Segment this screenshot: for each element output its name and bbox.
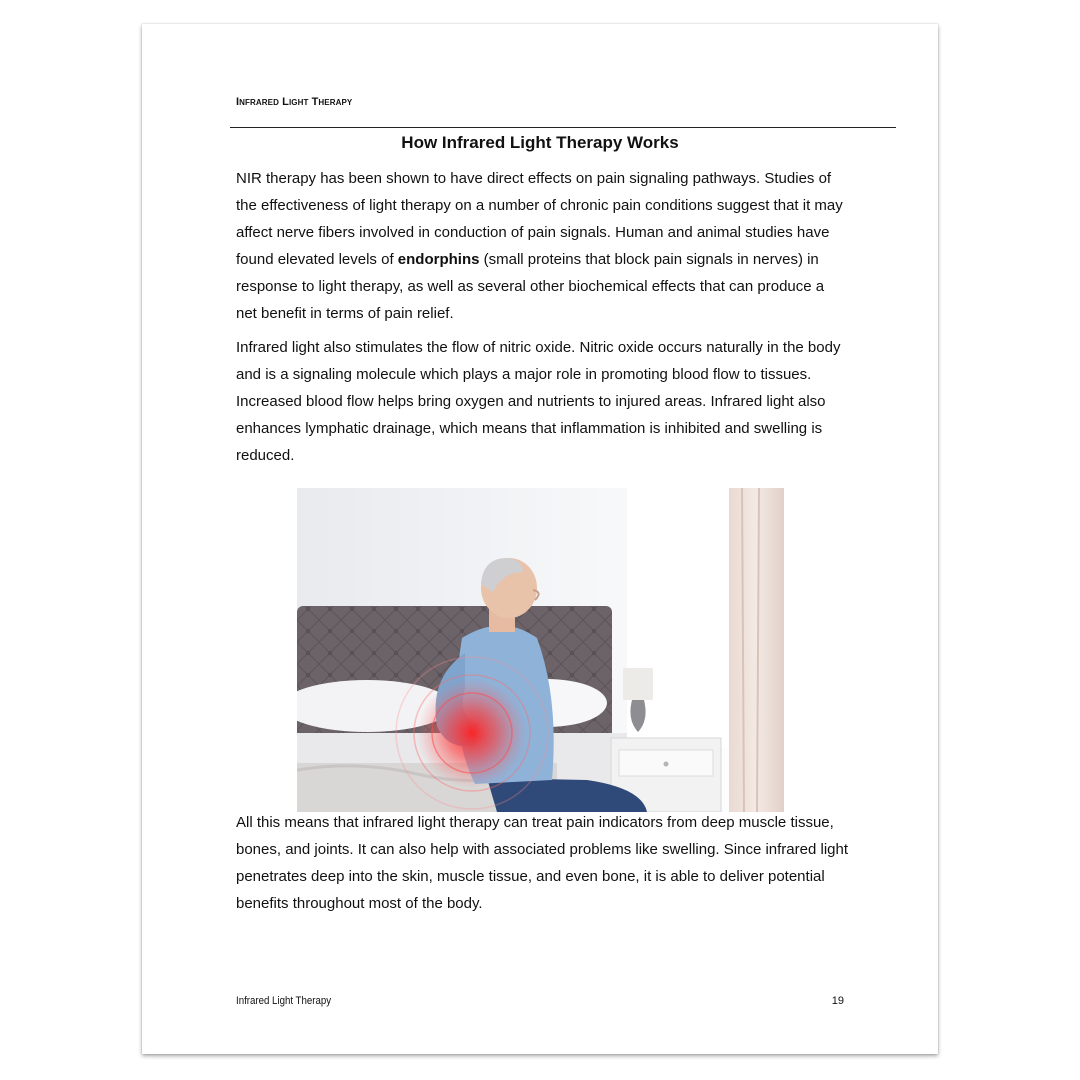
paragraph-1-text-b: (small proteins that block pain signals in nerves) in response to light therapy, as well as several other biochemical effects that can produce a net benefit in terms of pain relief.	[236, 251, 825, 322]
document-page	[142, 24, 938, 1054]
paragraph-1-text-a: NIR therapy has been shown to have direct effects on pain signaling pathways. Studies of the effectiveness of light therapy on a number of chronic pain conditions suggest that it may affect nerve fibers involved in conduction of pain signals. Human and animal studies have found elevated levels of	[236, 170, 843, 268]
running-header: Infrared Light Therapy	[236, 96, 353, 108]
back-pain-photo	[297, 488, 784, 812]
paragraph-1-bold-term: endorphins	[397, 251, 480, 268]
header-rule	[230, 127, 896, 128]
page-number: 19	[831, 995, 844, 1007]
paragraph-2: Infrared light also stimulates the flow of nitric oxide. Nitric oxide occurs naturally in the body and is a signaling molecule which plays a major role in promoting blood flow to tissues. Increased blood flow helps bring oxygen and nutrients to injured areas. Infrared light also enhances lymphatic drainage, which means that inflammation is inhibited and swelling is reduced.	[236, 339, 841, 464]
section-title: How Infrared Light Therapy Works	[401, 133, 679, 152]
paragraph-1	[236, 165, 848, 327]
running-footer: Infrared Light Therapy	[236, 995, 332, 1007]
paragraph-3: All this means that infrared light therapy can treat pain indicators from deep muscle tissue, bones, and joints. It can also help with associated problems like swelling. Since infrared light penetrates deep into the skin, muscle tissue, and even bone, it is able to deliver potential benefits throughout most of the body.	[236, 814, 848, 912]
